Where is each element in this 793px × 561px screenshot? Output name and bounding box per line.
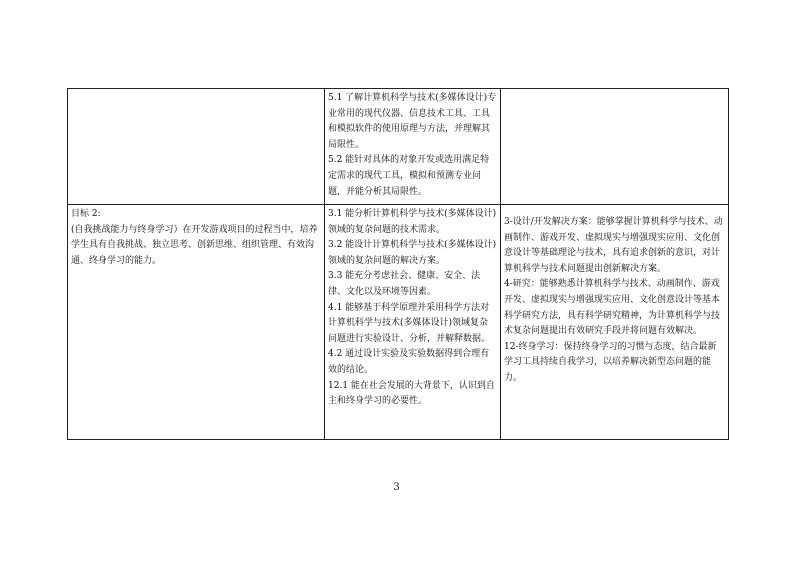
indicator-12-1: 12.1 能在社会发展的大背景下，认识到自主和终身学习的必要性。 — [328, 380, 495, 407]
indicator-cell — [325, 89, 501, 205]
indicator-cell — [325, 205, 501, 440]
indicator-4-1: 4.1 能够基于科学原理并采用科学方法对计算机科学与技术(多媒体设计)领域复杂问题进行实验设计、分析，并解释数据。 — [328, 302, 491, 344]
table-row — [68, 89, 729, 205]
indicator-4-2: 4.2 通过设计实验及实验数据得到合理有效的结论。 — [328, 349, 490, 375]
indicator-5-1: 5.1 了解计算机科学与技术(多媒体设计)专业常用的现代仪器、信息技术工具、工具和模拟软件的使用原理与方法，并理解其局限性。 — [328, 93, 497, 150]
requirement-12-lifelong-learning: 12-终身学习：保持终身学习的习惯与态度，结合最新学习工具持续自我学习，以培养解决新型态问题的能力。 — [504, 341, 717, 383]
requirement-3-design: 3-设计/开发解决方案：能够掌握计算机科学与技术、动画制作、游戏开发、虚拟现实与增强现实应用、文化创意设计等基础理论与技术，具有追求创新的意识，对计算机科学与技术问题提出创新解决方案。 — [504, 217, 723, 274]
table-row — [68, 205, 729, 440]
requirement-4-research: 4-研究：能够熟悉计算机科学与技术、动画制作、游戏开发、虚拟现实与增强现实应用、文化创意设计等基本科学研究方法，具有科学研究精神，为计算机科学与技术复杂问题提出有效研究手段并将问题有效解决。 — [504, 279, 721, 337]
indicator-5-2: 5.2 能针对具体的对象开发或选用满足特定需求的现代工具，模拟和预测专业问题，并能分析其局限性。 — [328, 155, 490, 197]
course-objectives-table — [67, 88, 729, 440]
requirement-cell — [501, 205, 729, 440]
indicator-3-3: 3.3 能充分考虑社会、健康、安全、法律、文化以及环境等因素。 — [328, 271, 481, 297]
objective-cell — [68, 205, 325, 440]
indicator-3-2: 3.2 能设计计算机科学与技术(多媒体设计)领域的复杂问题的解决方案。 — [328, 240, 497, 266]
objective-cell-empty — [68, 89, 325, 205]
indicator-3-1: 3.1 能分析计算机科学与技术(多媒体设计)领域的复杂问题的技术需求。 — [328, 209, 497, 235]
objective-title: 目标 2: — [71, 209, 101, 219]
page-number: 3 — [393, 482, 400, 493]
objective-description: (自我挑战能力与终身学习）在开发游戏项目的过程当中，培养学生具有自我挑战、独立思考、创新思维、组织管理、有效沟通、终身学习的能力。 — [71, 224, 318, 266]
requirement-cell-empty — [501, 89, 729, 205]
